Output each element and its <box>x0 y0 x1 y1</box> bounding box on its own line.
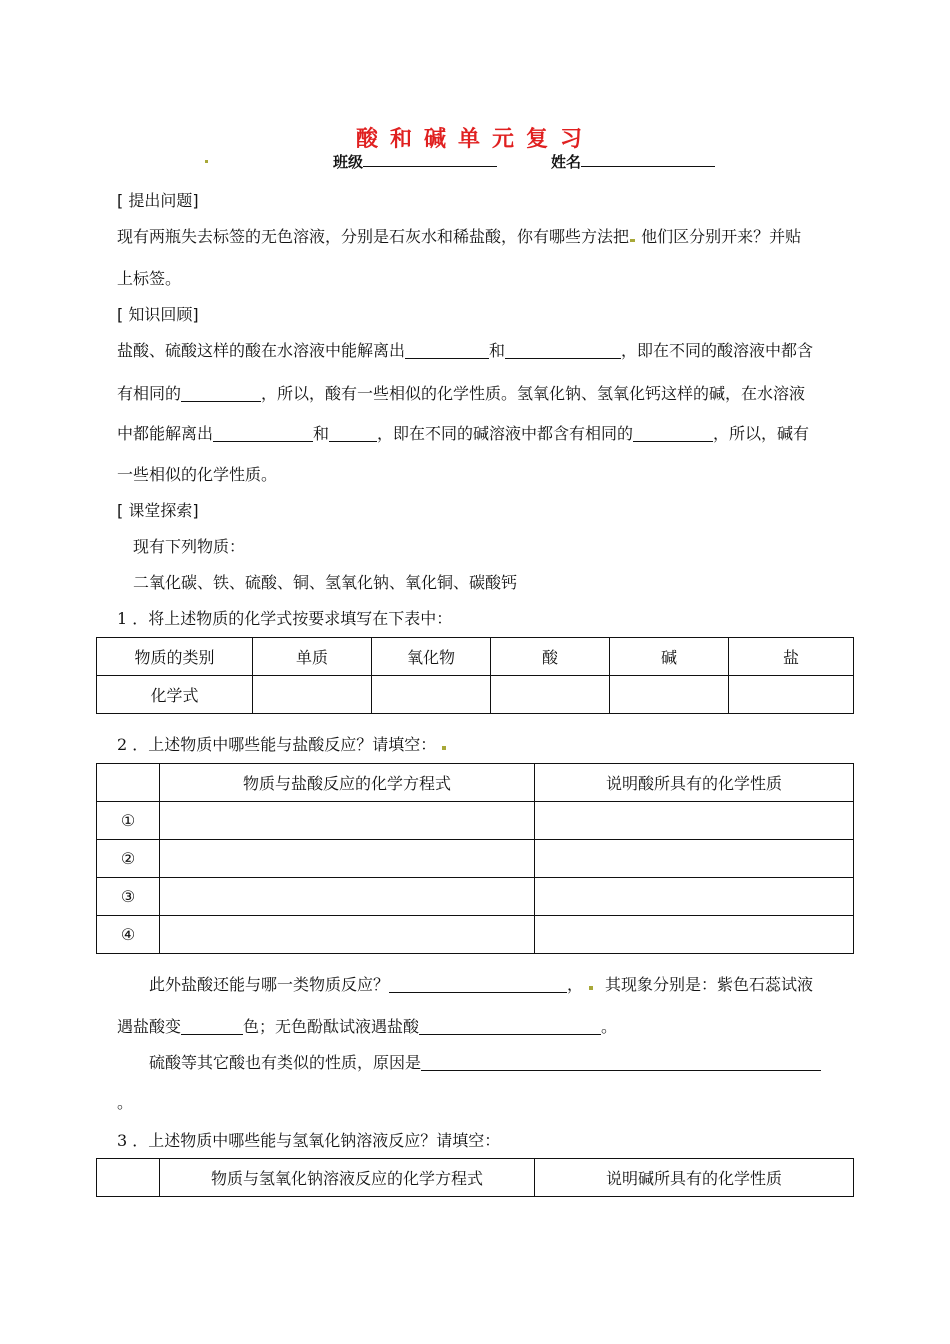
table1-header-salt: 盐 <box>729 638 854 676</box>
name-blank[interactable] <box>581 150 715 167</box>
blank-common-ion-base[interactable] <box>633 424 713 442</box>
table2-row-number: ② <box>97 840 160 878</box>
table2-equation-cell[interactable] <box>160 916 535 954</box>
table2-row-number: ③ <box>97 878 160 916</box>
table3-header-blank <box>97 1159 160 1197</box>
blank-reactant-class[interactable] <box>389 975 567 993</box>
table2-header-property: 说明酸所具有的化学性质 <box>535 764 854 802</box>
blank-litmus-color[interactable] <box>181 1017 243 1035</box>
table1-row-label: 化学式 <box>97 676 253 714</box>
table2-row-number: ④ <box>97 916 160 954</box>
table3-header-property: 说明碱所具有的化学性质 <box>535 1159 854 1197</box>
review-line-2: 有相同的 ，所以，酸有一些相似的化学性质。氢氧化钠、氢氧化钙这样的碱，在水溶液 <box>117 384 806 403</box>
question-3: 3 ．上述物质中哪些能与氢氧化钠溶液反应？请填空： <box>117 1131 501 1150</box>
review-line-4: 一些相似的化学性质。 <box>117 465 278 484</box>
table2-equation-cell[interactable] <box>160 802 535 840</box>
question-line-2: 上标签。 <box>117 269 182 288</box>
table2-property-cell[interactable] <box>535 916 854 954</box>
blank-common-ion-acid[interactable] <box>181 384 261 402</box>
table2-property-cell[interactable] <box>535 878 854 916</box>
blank-ion-4[interactable] <box>329 424 377 442</box>
substance-list: 二氧化碳、铁、硫酸、铜、氢氧化钠、氧化铜、碳酸钙 <box>133 573 518 592</box>
section-raise-question: [ 提出问题] <box>117 191 199 210</box>
table1-header-acid: 酸 <box>491 638 610 676</box>
classification-table <box>96 637 854 714</box>
name-label: 姓名 <box>551 153 582 171</box>
review-line-3: 中都能解离出 和 ，即在不同的碱溶液中都含有相同的 ，所以，碱有 <box>117 424 810 443</box>
class-label: 班级 <box>333 153 364 171</box>
base-reaction-table <box>96 1158 854 1197</box>
table1-cell-salt[interactable] <box>729 676 854 714</box>
table1-header-oxide: 氧化物 <box>372 638 491 676</box>
blank-phenolphthalein[interactable] <box>419 1017 601 1035</box>
table2-header-equation: 物质与盐酸反应的化学方程式 <box>160 764 535 802</box>
table1-cell-base[interactable] <box>610 676 729 714</box>
table1-cell-acid[interactable] <box>491 676 610 714</box>
table2-property-cell[interactable] <box>535 802 854 840</box>
section-review: [ 知识回顾] <box>117 305 199 324</box>
table2-equation-cell[interactable] <box>160 840 535 878</box>
stray-mark <box>205 160 208 163</box>
question-line-1: 现有两瓶失去标签的无色溶液，分别是石灰水和稀盐酸，你有哪些方法把 他们区分别开来？并贴 <box>117 227 802 246</box>
name-field <box>551 150 715 172</box>
after-line-2: 遇盐酸变 色；无色酚酞试液遇盐酸 。 <box>117 1017 618 1036</box>
explore-intro: 现有下列物质： <box>133 537 246 556</box>
table3-header-equation: 物质与氢氧化钠溶液反应的化学方程式 <box>160 1159 535 1197</box>
table1-cell-element[interactable] <box>253 676 372 714</box>
table1-header-category: 物质的类别 <box>97 638 253 676</box>
table1-header-base: 碱 <box>610 638 729 676</box>
question-1: 1 ．将上述物质的化学式按要求填写在下表中： <box>117 609 453 628</box>
section-explore: [ 课堂探索] <box>117 501 199 520</box>
table2-row-number: ① <box>97 802 160 840</box>
after-line-4: 。 <box>117 1093 134 1112</box>
table1-cell-oxide[interactable] <box>372 676 491 714</box>
class-blank[interactable] <box>363 150 497 167</box>
blank-ion-1[interactable] <box>405 341 489 359</box>
blank-ion-3[interactable] <box>213 424 313 442</box>
question-2: 2 ．上述物质中哪些能与盐酸反应？请填空： <box>117 732 446 755</box>
table2-header-blank <box>97 764 160 802</box>
table2-equation-cell[interactable] <box>160 878 535 916</box>
after-line-3: 硫酸等其它酸也有类似的性质，原因是 <box>149 1050 821 1073</box>
review-line-1: 盐酸、硫酸这样的酸在水溶液中能解离出 和 ，即在不同的酸溶液中都含 <box>117 341 814 360</box>
after-line-1: 此外盐酸还能与哪一类物质反应？ ， 其现象分别是：紫色石蕊试液 <box>149 975 814 994</box>
acid-reaction-table <box>96 763 854 954</box>
blank-reason[interactable] <box>421 1053 821 1071</box>
class-field <box>333 150 497 172</box>
table2-property-cell[interactable] <box>535 840 854 878</box>
table1-header-element: 单质 <box>253 638 372 676</box>
page-title: 酸和碱单元复习 <box>355 127 594 152</box>
blank-ion-2[interactable] <box>505 341 621 359</box>
